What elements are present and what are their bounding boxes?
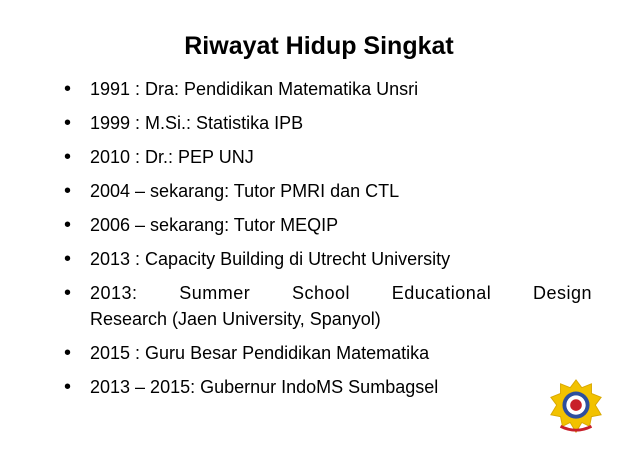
list-item: • 2010 : Dr.: PEP UNJ: [62, 144, 592, 170]
university-emblem-icon: [547, 378, 605, 436]
list-item-line: • 2013: Summer School Educational Design: [90, 283, 592, 303]
emblem-center: [570, 399, 582, 411]
list-item: • 2015 : Guru Besar Pendidikan Matematika: [62, 340, 592, 366]
list-item: • 1991 : Dra: Pendidikan Matematika Unsri: [62, 76, 592, 102]
list-item: • 2013 : Capacity Building di Utrecht University: [62, 246, 592, 272]
list-item-line: Research (Jaen University, Spanyol): [90, 309, 381, 329]
list-item: • 2004 – sekarang: Tutor PMRI dan CTL: [62, 178, 592, 204]
list-item: [62, 280, 592, 332]
bullet-list: [62, 76, 592, 408]
list-item: • 2006 – sekarang: Tutor MEQIP: [62, 212, 592, 238]
list-item: • 2013 – 2015: Gubernur IndoMS Sumbagsel: [62, 374, 592, 400]
list-item: • 1999 : M.Si.: Statistika IPB: [62, 110, 592, 136]
slide-title: Riwayat Hidup Singkat: [184, 32, 454, 60]
